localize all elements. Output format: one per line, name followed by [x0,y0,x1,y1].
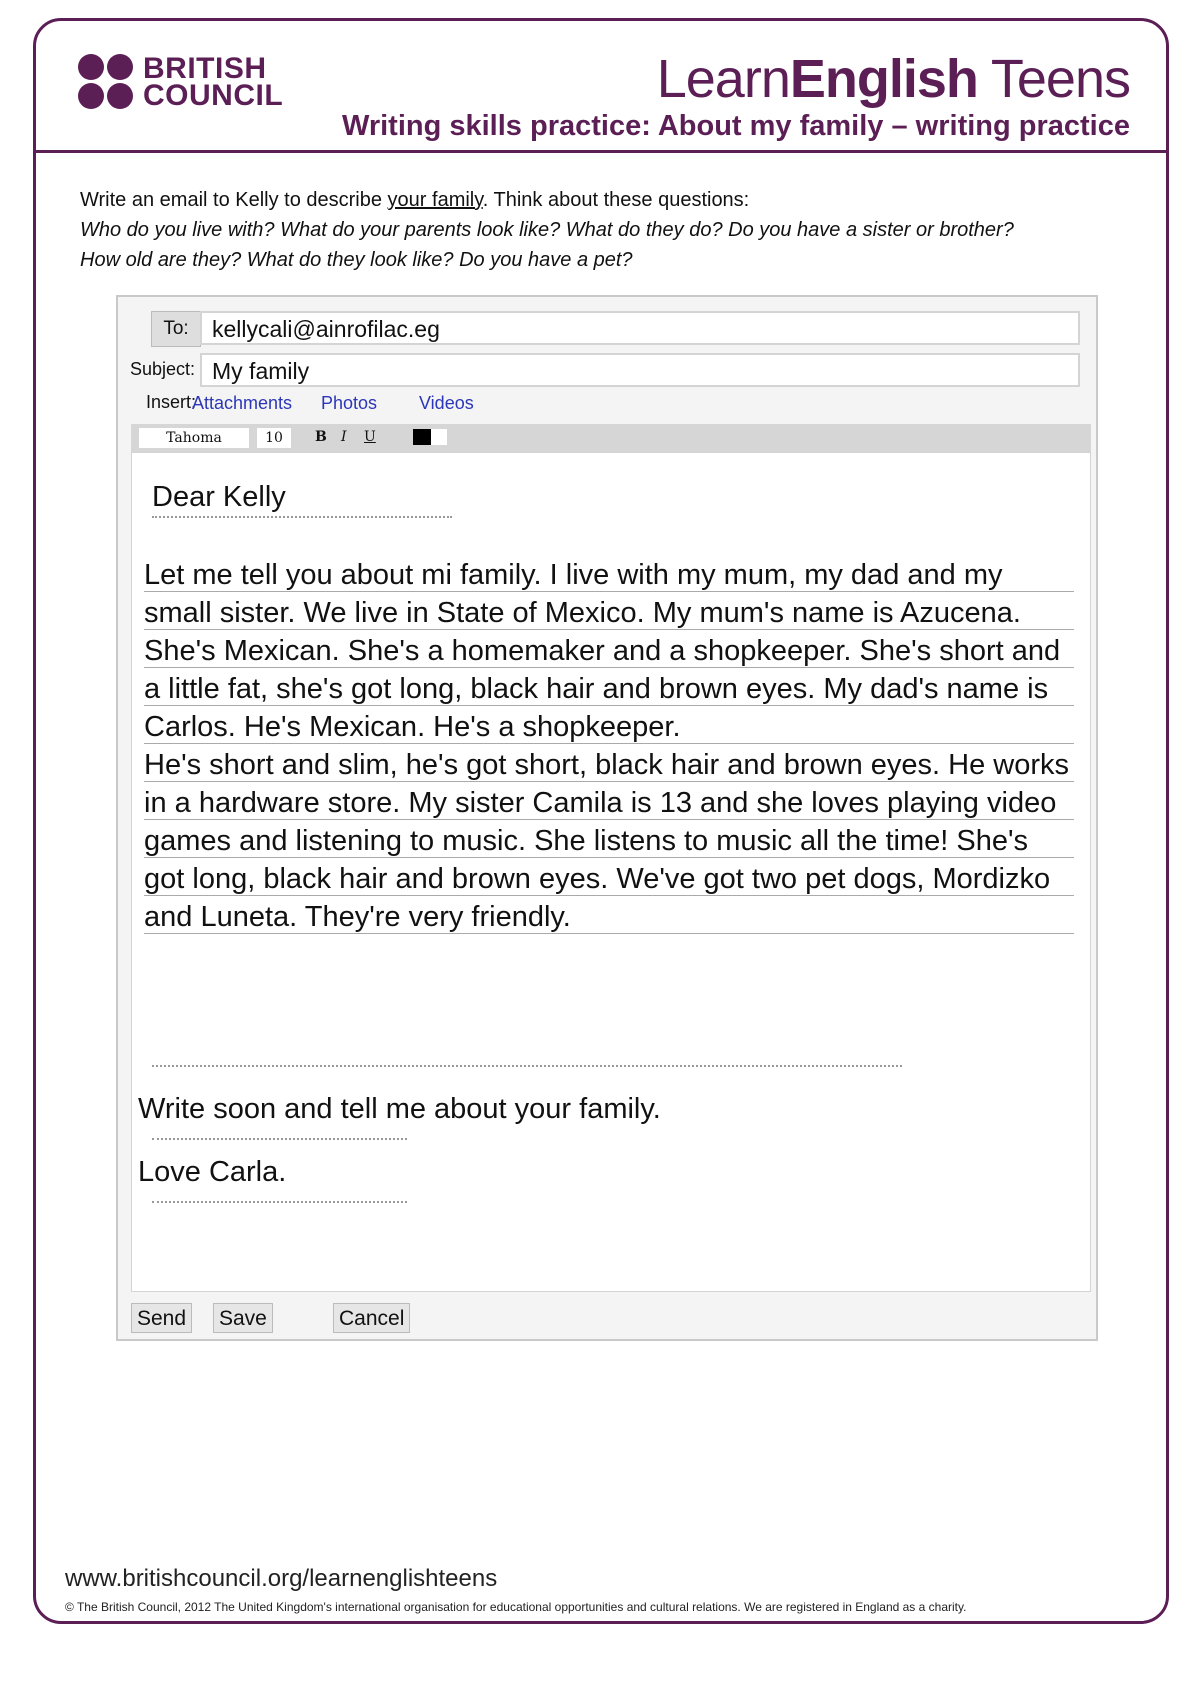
bold-button[interactable]: B [315,429,327,445]
insert-label: Insert: [146,392,197,412]
learnenglish-teens-logo [657,48,1130,110]
logo-text: BRITISH COUNCIL [143,51,284,112]
italic-button[interactable]: I [341,429,347,445]
page-title: Writing skills practice: About my family – writing practice [341,110,1130,142]
email-window [116,295,1098,1341]
blank-writing-line [152,1065,902,1067]
signature: Love Carla. [138,1156,287,1188]
letter-body: Let me tell you about mi family. I live with my mum, my dad and my small sister. We live in State of Mexico. My mum's name is Azucena. She's Mexican. She's a homemaker and a shopkeeper. She's short and a little fat, she's got long, black hair and brown eyes. My dad's name is Carlos. He's Mexican. He's a shopkeeper. He's short and slim, he's got short, black hair and brown eyes. He works in a hardware store. My sister Camila is 13 and she loves playing video games and listening to music. She listens to music all the time! She's got long, black hair and brown eyes. We've got two pet dogs, Mordizko and Luneta. They're very friendly. [144,556,1074,936]
header-divider [33,150,1169,153]
font-select[interactable]: Tahoma [139,428,249,448]
closing-writing-line [152,1138,407,1140]
font-size-select[interactable]: 10 [257,428,291,448]
instructions [80,185,1140,275]
signature-writing-line [152,1201,407,1203]
brand-teens: Teens [977,49,1130,109]
greeting: Dear Kelly [152,481,452,518]
footer-copyright: © The British Council, 2012 The United Kingdom's international organisation for educational opportunities and cultural relations. We are registered in England as a charity. [65,1600,967,1614]
footer-url: www.britishcouncil.org/learnenglishteens [65,1565,498,1592]
brand-learn: Learn [656,49,790,109]
insert-attachments-link[interactable]: Attachments [192,393,293,413]
british-council-logo [78,51,284,112]
to-button[interactable]: To: [151,311,201,347]
brand-english: English [789,49,978,109]
subject-input[interactable]: My family [200,353,1080,387]
underline-button[interactable]: U [364,429,376,445]
instruction-underlined: your family [387,189,483,211]
questions-line-1: Who do you live with? What do your parents look like? What do they do? Do you have a sister or brother? [80,219,1014,241]
questions-line-2: How old are they? What do they look like? Do you have a pet? [80,249,633,271]
to-input[interactable]: kellycali@ainrofilac.eg [200,311,1080,345]
instruction-text-end: . Think about these questions: [482,189,750,211]
closing-line: Write soon and tell me about your family. [138,1093,661,1125]
insert-videos-link[interactable]: Videos [419,393,474,413]
text-color-picker[interactable] [413,429,447,445]
instruction-text: Write an email to Kelly to describe [80,189,388,211]
email-body[interactable] [131,452,1091,1292]
format-toolbar [131,424,1091,452]
save-button[interactable]: Save [213,1303,273,1333]
cancel-button[interactable]: Cancel [333,1303,410,1333]
logo-dots-icon [78,54,133,109]
subject-label: Subject: [130,359,196,379]
color-swatch-icon [413,429,431,445]
send-button[interactable]: Send [131,1303,192,1333]
insert-photos-link[interactable]: Photos [321,393,378,413]
